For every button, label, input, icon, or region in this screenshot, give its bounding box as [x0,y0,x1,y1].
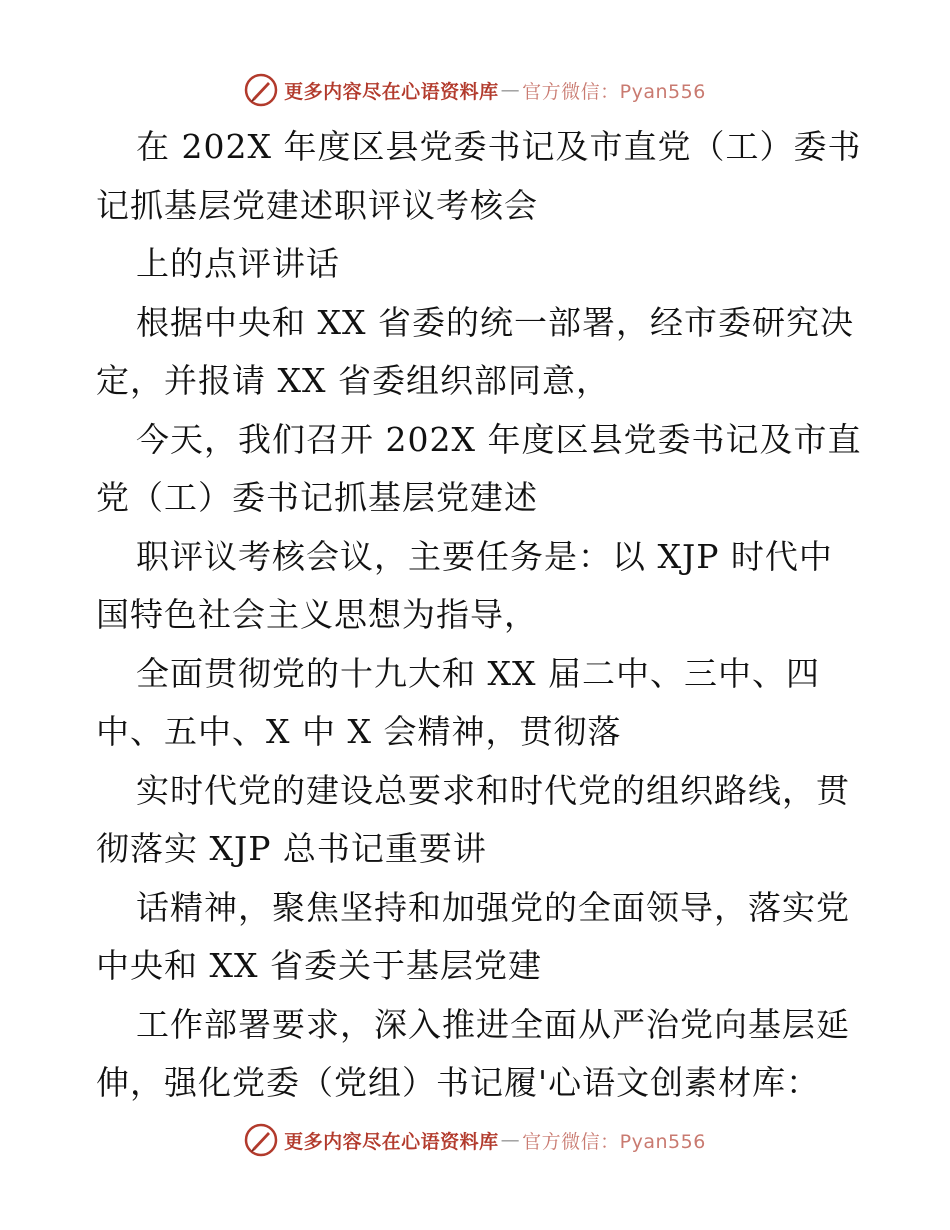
text-line: 彻落实 XJP 总书记重要讲 [96,829,487,868]
quill-pen-logo-icon [244,73,278,107]
text-line: 今天，我们召开 202X 年度区县党委书记及市直 [136,419,862,459]
text-line: 上的点评讲话 [136,244,340,283]
text-line: 实时代党的建设总要求和时代党的组织路线，贯 [136,770,850,810]
watermark-text: 更多内容尽在心语资料库 [284,1130,499,1153]
text-line: 工作部署要求，深入推进全面从严治党向基层延 [136,1004,850,1044]
text-line: 中央和 XX 省委关于基层党建 [96,946,542,985]
text-line: 国特色社会主义思想为指导， [96,595,538,634]
text-line: 全面贯彻党的十九大和 XX 届二中、三中、四 [136,653,820,693]
text-line: 中、五中、X 中 X 会精神，贯彻落 [96,712,622,751]
text-line: 职评议考核会议，主要任务是：以 XJP 时代中 [136,536,833,576]
text-line: 记抓基层党建述职评议考核会 [96,185,538,225]
watermark-text: 更多内容尽在心语资料库 [284,80,499,103]
watermark-contact: 官方微信：Pyan556 [522,1130,706,1153]
quill-pen-logo-icon [244,1123,278,1157]
header-watermark [0,70,950,110]
text-line: 党（工）委书记抓基层党建述 [96,478,538,517]
footer-watermark [0,1120,950,1160]
text-line: 话精神，聚焦坚持和加强党的全面领导，落实党 [136,887,850,927]
watermark-separator: — [500,79,521,101]
watermark-contact: 官方微信：Pyan556 [522,80,706,103]
text-line: 伸，强化党委（党组）书记履'心语文创素材库： [96,1063,821,1102]
text-line: 定，并报请 XX 省委组织部同意， [96,361,610,400]
text-line: 在 202X 年度区县党委书记及市直党（工）委书 [136,127,862,166]
text-line: 根据中央和 XX 省委的统一部署，经市委研究决 [136,302,854,342]
watermark-separator: — [500,1129,521,1151]
document-body [96,118,862,1113]
